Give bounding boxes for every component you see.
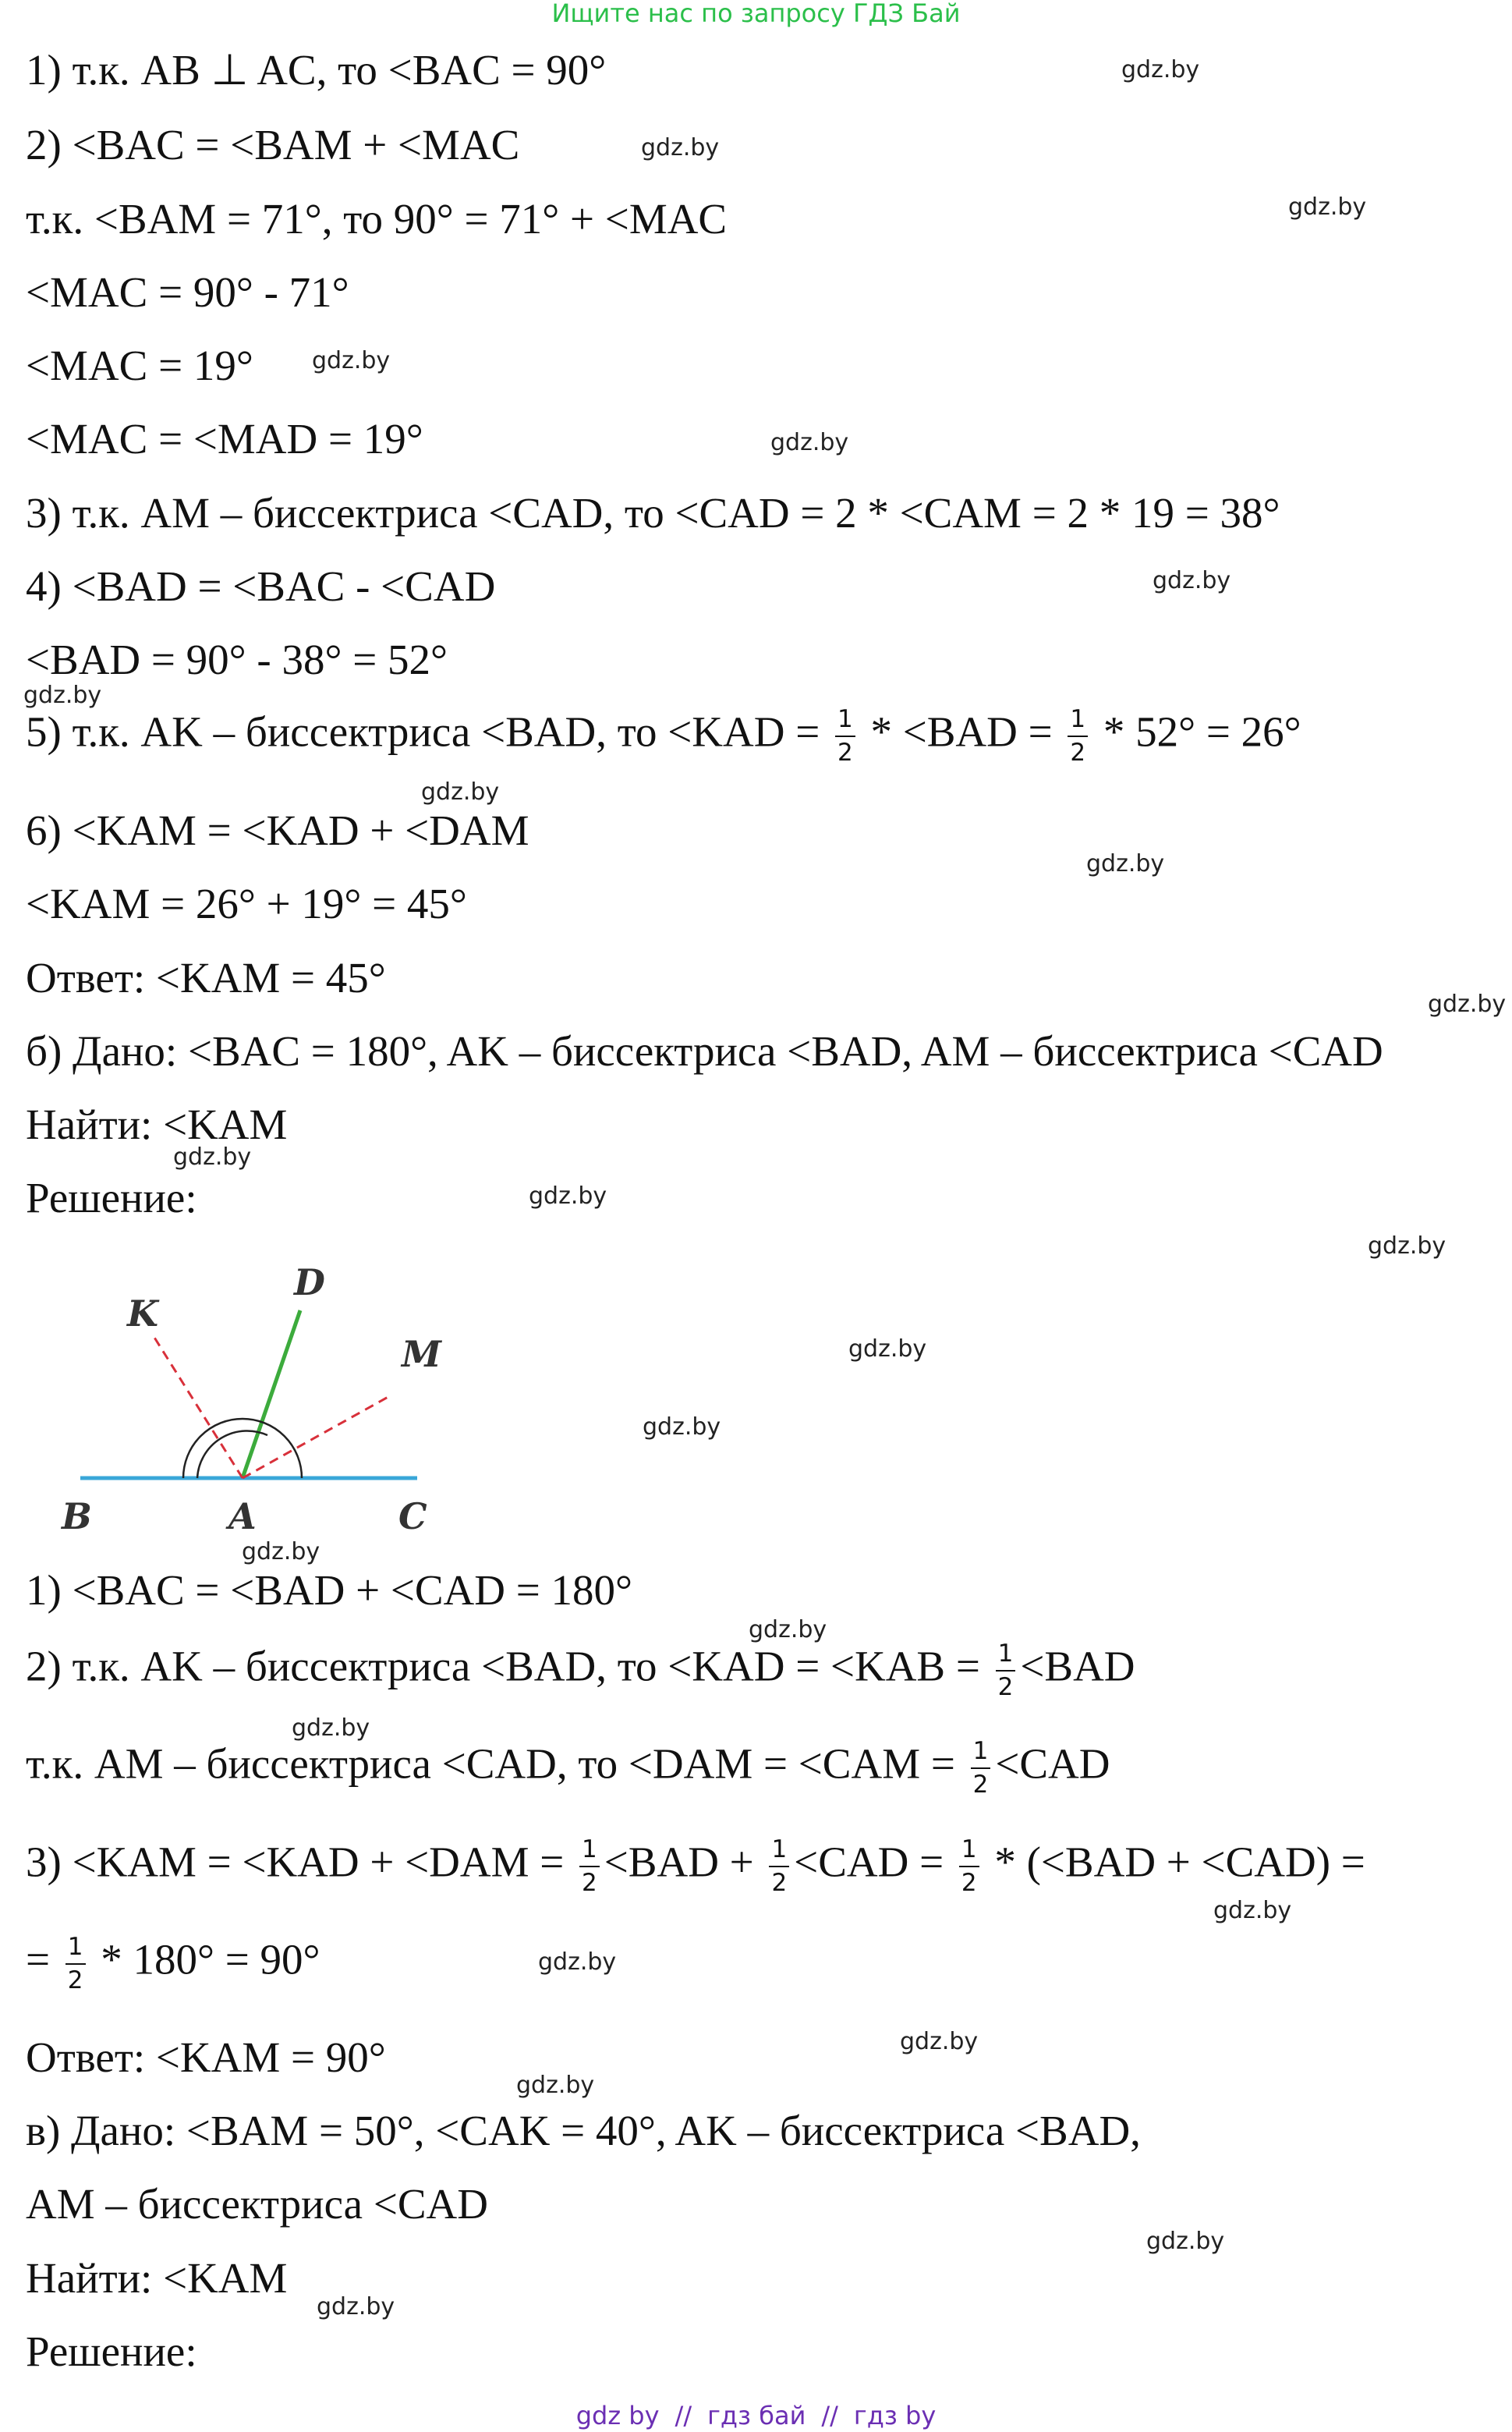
label-b: B bbox=[62, 1495, 92, 1537]
footer-separator: // bbox=[675, 2401, 692, 2430]
text-line-fraction bbox=[26, 1642, 1135, 1700]
watermark: gdz.by bbox=[173, 1143, 252, 1171]
text-segment: т.к. AM – биссектриса <CAD, то <DAM = <CAM = bbox=[26, 1739, 966, 1788]
text-line: Решение: bbox=[26, 1174, 197, 1221]
watermark: gdz.by bbox=[529, 1182, 607, 1210]
watermark: gdz.by bbox=[1288, 193, 1367, 221]
fraction-half: $\frac{1}{2}$ bbox=[1068, 707, 1088, 765]
text-segment: <BAD bbox=[1020, 1642, 1135, 1690]
bisector-ak bbox=[152, 1334, 243, 1478]
text-line: <KAM = 26° + 19° = 45° bbox=[26, 880, 467, 927]
label-m: M bbox=[402, 1333, 441, 1375]
text-segment: * 180° = 90° bbox=[90, 1935, 320, 1984]
text-line-fraction bbox=[26, 707, 1301, 765]
text-segment: = bbox=[26, 1935, 61, 1984]
text-line: 1) т.к. AB ⊥ AC, то <BAC = 90° bbox=[26, 46, 607, 94]
angle-diagram bbox=[62, 1256, 456, 1544]
watermark: gdz.by bbox=[1213, 1897, 1292, 1924]
text-segment: * <BAD = bbox=[859, 707, 1064, 756]
watermark: gdz.by bbox=[421, 778, 500, 806]
text-segment: <CAD = bbox=[794, 1838, 954, 1886]
text-line-fraction bbox=[26, 1835, 1365, 1897]
footer-links bbox=[0, 2401, 1512, 2430]
watermark: gdz.by bbox=[1368, 1232, 1446, 1260]
footer-separator: // bbox=[821, 2401, 838, 2430]
watermark: gdz.by bbox=[242, 1538, 320, 1565]
fraction-half: $\frac{1}{2}$ bbox=[769, 1838, 789, 1895]
text-line: AM – биссектриса <CAD bbox=[26, 2180, 488, 2228]
text-line: <MAC = <MAD = 19° bbox=[26, 415, 423, 463]
text-line: Найти: <KAM bbox=[26, 1101, 288, 1148]
watermark: gdz.by bbox=[538, 1948, 617, 1976]
watermark: gdz.by bbox=[23, 682, 102, 709]
text-segment: <BAD + bbox=[604, 1838, 765, 1886]
watermark: gdz.by bbox=[292, 1714, 370, 1742]
text-line: 2) <BAC = <BAM + <MAC bbox=[26, 121, 520, 168]
watermark: gdz.by bbox=[317, 2293, 395, 2320]
ray-ad bbox=[243, 1310, 300, 1478]
watermark: gdz.by bbox=[641, 134, 720, 161]
text-segment: 5) т.к. AK – биссектриса <BAD, то <KAD = bbox=[26, 707, 830, 756]
text-line: <MAC = 19° bbox=[26, 342, 253, 389]
top-banner[interactable]: Ищите нас по запросу ГДЗ Бай bbox=[551, 0, 961, 28]
text-line: Найти: <KAM bbox=[26, 2254, 288, 2302]
angle-arc-inner bbox=[183, 1419, 302, 1478]
watermark: gdz.by bbox=[1153, 567, 1231, 594]
watermark: gdz.by bbox=[900, 2028, 979, 2055]
text-line: т.к. <BAM = 71°, то 90° = 71° + <MAC bbox=[26, 195, 728, 243]
text-line: 6) <KAM = <KAD + <DAM bbox=[26, 807, 529, 854]
text-segment: 3) <KAM = <KAD + <DAM = bbox=[26, 1838, 575, 1886]
label-k: K bbox=[127, 1292, 158, 1335]
fraction-half: $\frac{1}{2}$ bbox=[66, 1935, 86, 1993]
watermark: gdz.by bbox=[1086, 850, 1165, 877]
watermark: gdz.by bbox=[770, 429, 849, 456]
text-line: Решение: bbox=[26, 2327, 197, 2375]
label-d: D bbox=[294, 1261, 325, 1303]
text-line: 4) <BAD = <BAC - <CAD bbox=[26, 562, 496, 610]
label-c: C bbox=[398, 1495, 427, 1537]
watermark: gdz.by bbox=[516, 2072, 595, 2099]
text-line: <BAD = 90° - 38° = 52° bbox=[26, 636, 448, 683]
watermark: gdz.by bbox=[312, 347, 391, 374]
fraction-half: $\frac{1}{2}$ bbox=[971, 1739, 991, 1797]
footer-link[interactable]: гдз by bbox=[853, 2401, 937, 2430]
text-segment: <CAD bbox=[995, 1739, 1110, 1788]
fraction-half: $\frac{1}{2}$ bbox=[579, 1838, 600, 1895]
fraction-half: $\frac{1}{2}$ bbox=[996, 1642, 1016, 1700]
watermark: gdz.by bbox=[643, 1413, 721, 1441]
footer-link[interactable]: гдз бай bbox=[707, 2401, 806, 2430]
watermark: gdz.by bbox=[1146, 2228, 1225, 2255]
footer-link[interactable]: gdz by bbox=[575, 2401, 660, 2430]
watermark: gdz.by bbox=[1121, 56, 1200, 83]
label-a: A bbox=[228, 1495, 257, 1537]
text-line: Ответ: <KAM = 90° bbox=[26, 2033, 386, 2081]
watermark: gdz.by bbox=[749, 1616, 827, 1643]
text-line: 3) т.к. AM – биссектриса <CAD, то <CAD = 2 * <CAM = 2 * 19 = 38° bbox=[26, 489, 1280, 537]
text-line: в) Дано: <BAM = 50°, <CAK = 40°, AK – биссектриса <BAD, bbox=[26, 2107, 1141, 2154]
text-segment: 2) т.к. AK – биссектриса <BAD, то <KAD = <KAB = bbox=[26, 1642, 991, 1690]
text-line-fraction bbox=[26, 1935, 320, 1993]
text-segment: * 52° = 26° bbox=[1092, 707, 1301, 756]
text-line: 1) <BAC = <BAD + <CAD = 180° bbox=[26, 1566, 633, 1614]
watermark: gdz.by bbox=[848, 1335, 927, 1363]
fraction-half: $\frac{1}{2}$ bbox=[959, 1838, 979, 1895]
text-line: б) Дано: <BAC = 180°, AK – биссектриса <BAD, AM – биссектриса <CAD bbox=[26, 1027, 1383, 1075]
text-line: <MAC = 90° - 71° bbox=[26, 268, 349, 316]
fraction-half: $\frac{1}{2}$ bbox=[835, 707, 855, 765]
text-segment: * (<BAD + <CAD) = bbox=[983, 1838, 1365, 1886]
text-line: Ответ: <KAM = 45° bbox=[26, 954, 386, 1002]
text-line-fraction bbox=[26, 1739, 1110, 1797]
watermark: gdz.by bbox=[1428, 991, 1507, 1018]
